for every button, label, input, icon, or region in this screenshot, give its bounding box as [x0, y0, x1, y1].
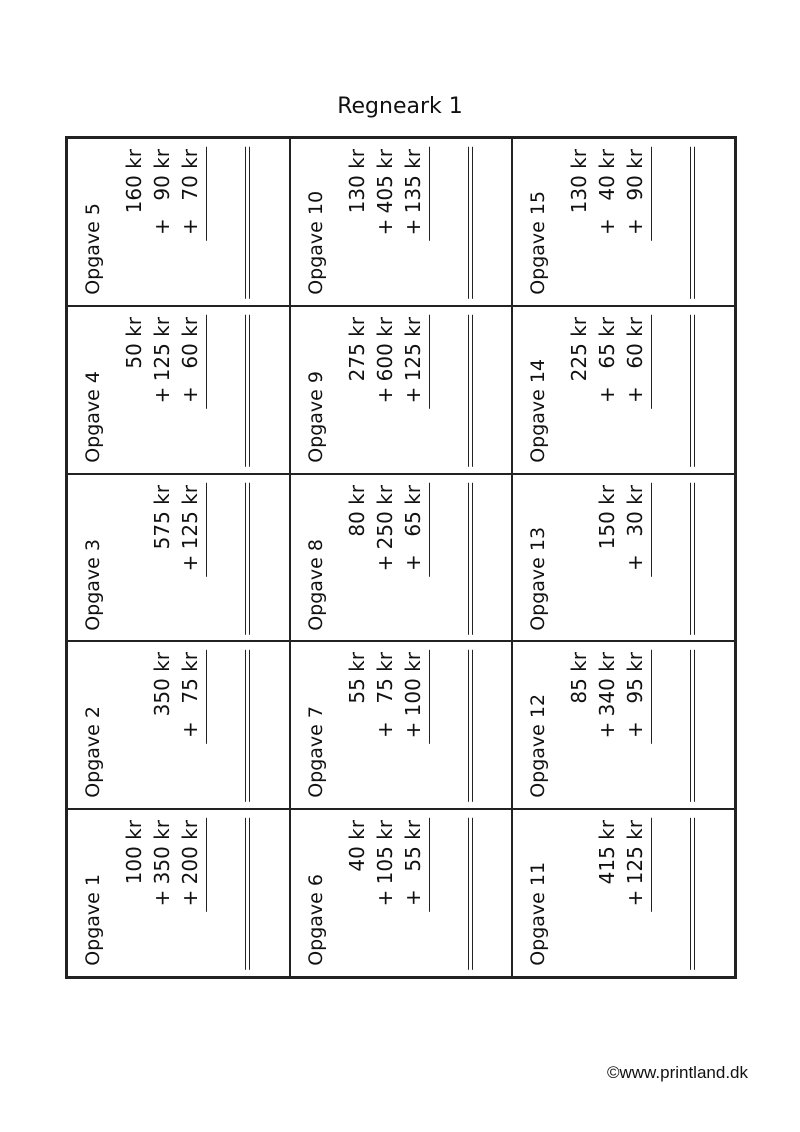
answer-line-top [468, 147, 469, 299]
task-label: Opgave 13 [527, 526, 550, 631]
answer-line-top [690, 483, 691, 635]
task-content [513, 307, 735, 474]
addend-line [401, 820, 427, 906]
answer-line-bottom [694, 818, 695, 970]
answer-line-top [690, 147, 691, 299]
amount-value: 350 kr [150, 652, 174, 717]
amount-value: 575 kr [150, 484, 174, 549]
amount-value: 60 kr [178, 316, 202, 369]
addend-line [345, 149, 371, 235]
sum-underline [206, 147, 207, 241]
plus-sign: + [178, 554, 202, 571]
amount-value: 200 kr [178, 820, 202, 885]
addend-line [150, 149, 176, 235]
amount-value: 55 kr [400, 820, 425, 872]
addend-line [595, 485, 621, 571]
answer-line-bottom [472, 650, 473, 802]
task-cell [290, 138, 513, 306]
task-cell [512, 474, 735, 642]
plus-sign: + [150, 889, 174, 907]
amount-value: 275 kr [344, 316, 369, 382]
answer-line-top [245, 818, 246, 970]
answer-line-top [245, 147, 246, 299]
amount-value: 160 kr [122, 149, 146, 214]
plus-sign: + [372, 386, 397, 404]
addend-line [178, 652, 204, 738]
task-grid [65, 136, 737, 979]
amount-value: 125 kr [178, 484, 202, 549]
task-label: Opgave 10 [304, 190, 327, 295]
plus-sign: + [400, 889, 425, 907]
plus-sign: + [400, 386, 425, 404]
worksheet-title: Regneark 1 [337, 94, 463, 119]
addend-line [595, 149, 621, 235]
amount-value: 50 kr [122, 316, 146, 369]
amount-value: 30 kr [623, 484, 648, 537]
addend-line [401, 149, 427, 235]
addend-line [178, 317, 204, 403]
amount-value: 135 kr [400, 149, 425, 214]
sum-underline [206, 650, 207, 744]
sum-underline [651, 147, 652, 241]
answer-line-bottom [472, 315, 473, 467]
addend-line [373, 652, 399, 738]
answer-line-top [245, 650, 246, 802]
task-label: Opgave 4 [82, 370, 104, 463]
task-content [68, 139, 290, 306]
addend-line [345, 317, 371, 403]
addend-line [178, 149, 204, 235]
task-label: Opgave 11 [527, 862, 550, 966]
task-label: Opgave 8 [304, 538, 327, 631]
plus-sign: + [178, 386, 202, 403]
plus-sign: + [372, 889, 397, 907]
addend-line [623, 820, 649, 906]
task-content [68, 810, 290, 977]
sum-underline [429, 147, 430, 241]
amount-value: 105 kr [372, 820, 397, 885]
plus-sign: + [372, 721, 397, 739]
task-cell [67, 138, 290, 306]
task-content [68, 475, 290, 642]
task-content [513, 475, 735, 642]
task-cell [512, 809, 735, 977]
plus-sign: + [623, 553, 648, 571]
addend-line [122, 820, 148, 906]
plus-sign: + [400, 218, 425, 236]
task-cell [512, 138, 735, 306]
task-content [513, 642, 735, 809]
task-cell [290, 306, 513, 474]
amount-value: 125 kr [623, 820, 648, 885]
amount-value: 250 kr [372, 484, 397, 549]
task-cell [512, 306, 735, 474]
amount-value: 340 kr [595, 652, 620, 717]
amount-value: 60 kr [623, 316, 648, 369]
answer-line-top [690, 315, 691, 467]
plus-sign: + [178, 721, 202, 739]
amount-value: 125 kr [150, 316, 174, 382]
answer-line-top [690, 818, 691, 970]
task-content [513, 139, 735, 306]
task-cell [512, 641, 735, 809]
task-content [68, 642, 290, 809]
answer-line-top [690, 650, 691, 802]
amount-value: 85 kr [567, 652, 592, 705]
task-label: Opgave 1 [82, 874, 104, 966]
plus-sign: + [623, 218, 648, 236]
amount-value: 130 kr [344, 149, 369, 214]
task-label: Opgave 7 [304, 706, 327, 799]
amount-value: 600 kr [372, 316, 397, 382]
addend-line [150, 317, 176, 403]
addend-line [373, 820, 399, 906]
task-content [68, 307, 290, 474]
answer-line-bottom [694, 483, 695, 635]
addend-line [623, 652, 649, 738]
task-label: Opgave 15 [527, 190, 550, 295]
addend-line [623, 317, 649, 403]
answer-line-bottom [249, 483, 250, 635]
answer-line-bottom [472, 147, 473, 299]
plus-sign: + [400, 721, 425, 739]
amount-value: 150 kr [595, 484, 620, 549]
amount-value: 130 kr [567, 149, 592, 214]
answer-line-top [468, 650, 469, 802]
task-cell [290, 474, 513, 642]
sum-underline [429, 650, 430, 744]
addend-line [567, 149, 593, 235]
amount-value: 65 kr [595, 316, 620, 369]
sum-underline [651, 818, 652, 912]
amount-value: 80 kr [344, 484, 369, 537]
amount-value: 350 kr [150, 820, 174, 885]
amount-value: 95 kr [623, 652, 648, 705]
addend-line [178, 820, 204, 906]
task-content [291, 307, 513, 474]
amount-value: 405 kr [372, 149, 397, 214]
task-label: Opgave 5 [82, 203, 104, 295]
addend-line [623, 485, 649, 571]
answer-line-bottom [249, 650, 250, 802]
amount-value: 415 kr [595, 820, 620, 885]
task-cell [67, 306, 290, 474]
plus-sign: + [595, 386, 620, 403]
plus-sign: + [623, 721, 648, 739]
addend-line [122, 149, 148, 235]
answer-line-bottom [694, 315, 695, 467]
copyright-footer: ©www.printland.dk [606, 1063, 748, 1082]
answer-line-bottom [694, 147, 695, 299]
answer-line-top [468, 818, 469, 970]
task-cell [290, 641, 513, 809]
addend-line [150, 820, 176, 906]
task-cell [67, 474, 290, 642]
amount-value: 70 kr [178, 149, 202, 201]
addend-line [595, 652, 621, 738]
sum-underline [206, 315, 207, 409]
sum-underline [651, 483, 652, 577]
plus-sign: + [623, 889, 648, 907]
addend-line [122, 317, 148, 403]
addend-line [595, 820, 621, 906]
amount-value: 65 kr [400, 484, 425, 537]
addend-line [567, 317, 593, 403]
plus-sign: + [372, 554, 397, 571]
task-cell [290, 809, 513, 977]
sum-underline [429, 483, 430, 577]
task-content [291, 139, 513, 306]
amount-value: 75 kr [178, 652, 202, 705]
amount-value: 100 kr [400, 652, 425, 717]
answer-line-bottom [249, 147, 250, 299]
addend-line [401, 317, 427, 403]
sum-underline [429, 818, 430, 912]
plus-sign: + [150, 218, 174, 236]
addend-line [595, 317, 621, 403]
task-content [513, 810, 735, 977]
addend-line [567, 652, 593, 738]
amount-value: 40 kr [344, 820, 369, 872]
plus-sign: + [595, 218, 620, 236]
addend-line [373, 317, 399, 403]
addend-line [178, 485, 204, 571]
plus-sign: + [623, 386, 648, 403]
task-label: Opgave 2 [82, 706, 104, 799]
answer-line-top [245, 315, 246, 467]
sum-underline [651, 650, 652, 744]
amount-value: 90 kr [150, 149, 174, 201]
amount-value: 125 kr [400, 316, 425, 382]
sum-underline [206, 818, 207, 912]
task-cell [67, 641, 290, 809]
task-cell [67, 809, 290, 977]
plus-sign: + [595, 721, 620, 739]
plus-sign: + [400, 553, 425, 571]
task-content [291, 810, 513, 977]
task-content [291, 642, 513, 809]
plus-sign: + [150, 386, 174, 404]
amount-value: 100 kr [122, 820, 146, 885]
answer-line-top [468, 315, 469, 467]
addend-line [373, 485, 399, 571]
amount-value: 75 kr [372, 652, 397, 705]
addend-line [150, 652, 176, 738]
amount-value: 90 kr [623, 149, 648, 201]
addend-line [345, 485, 371, 571]
addend-line [401, 652, 427, 738]
sum-underline [206, 483, 207, 577]
plus-sign: + [178, 218, 202, 236]
task-label: Opgave 3 [82, 538, 104, 631]
task-label: Opgave 14 [527, 358, 550, 463]
answer-line-bottom [249, 818, 250, 970]
addend-line [373, 149, 399, 235]
task-label: Opgave 9 [304, 370, 327, 463]
task-label: Opgave 12 [527, 694, 550, 799]
task-label: Opgave 6 [304, 874, 327, 966]
answer-line-bottom [694, 650, 695, 802]
answer-line-bottom [249, 315, 250, 467]
addend-line [401, 485, 427, 571]
addend-line [623, 149, 649, 235]
plus-sign: + [372, 218, 397, 236]
task-content [291, 475, 513, 642]
addend-line [150, 485, 176, 571]
sum-underline [429, 315, 430, 409]
amount-value: 40 kr [595, 149, 620, 201]
amount-value: 55 kr [344, 652, 369, 705]
answer-line-bottom [472, 483, 473, 635]
answer-line-top [245, 483, 246, 635]
answer-line-bottom [472, 818, 473, 970]
addend-line [345, 652, 371, 738]
sum-underline [651, 315, 652, 409]
amount-value: 225 kr [567, 316, 592, 382]
answer-line-top [468, 483, 469, 635]
plus-sign: + [178, 889, 202, 907]
addend-line [345, 820, 371, 906]
